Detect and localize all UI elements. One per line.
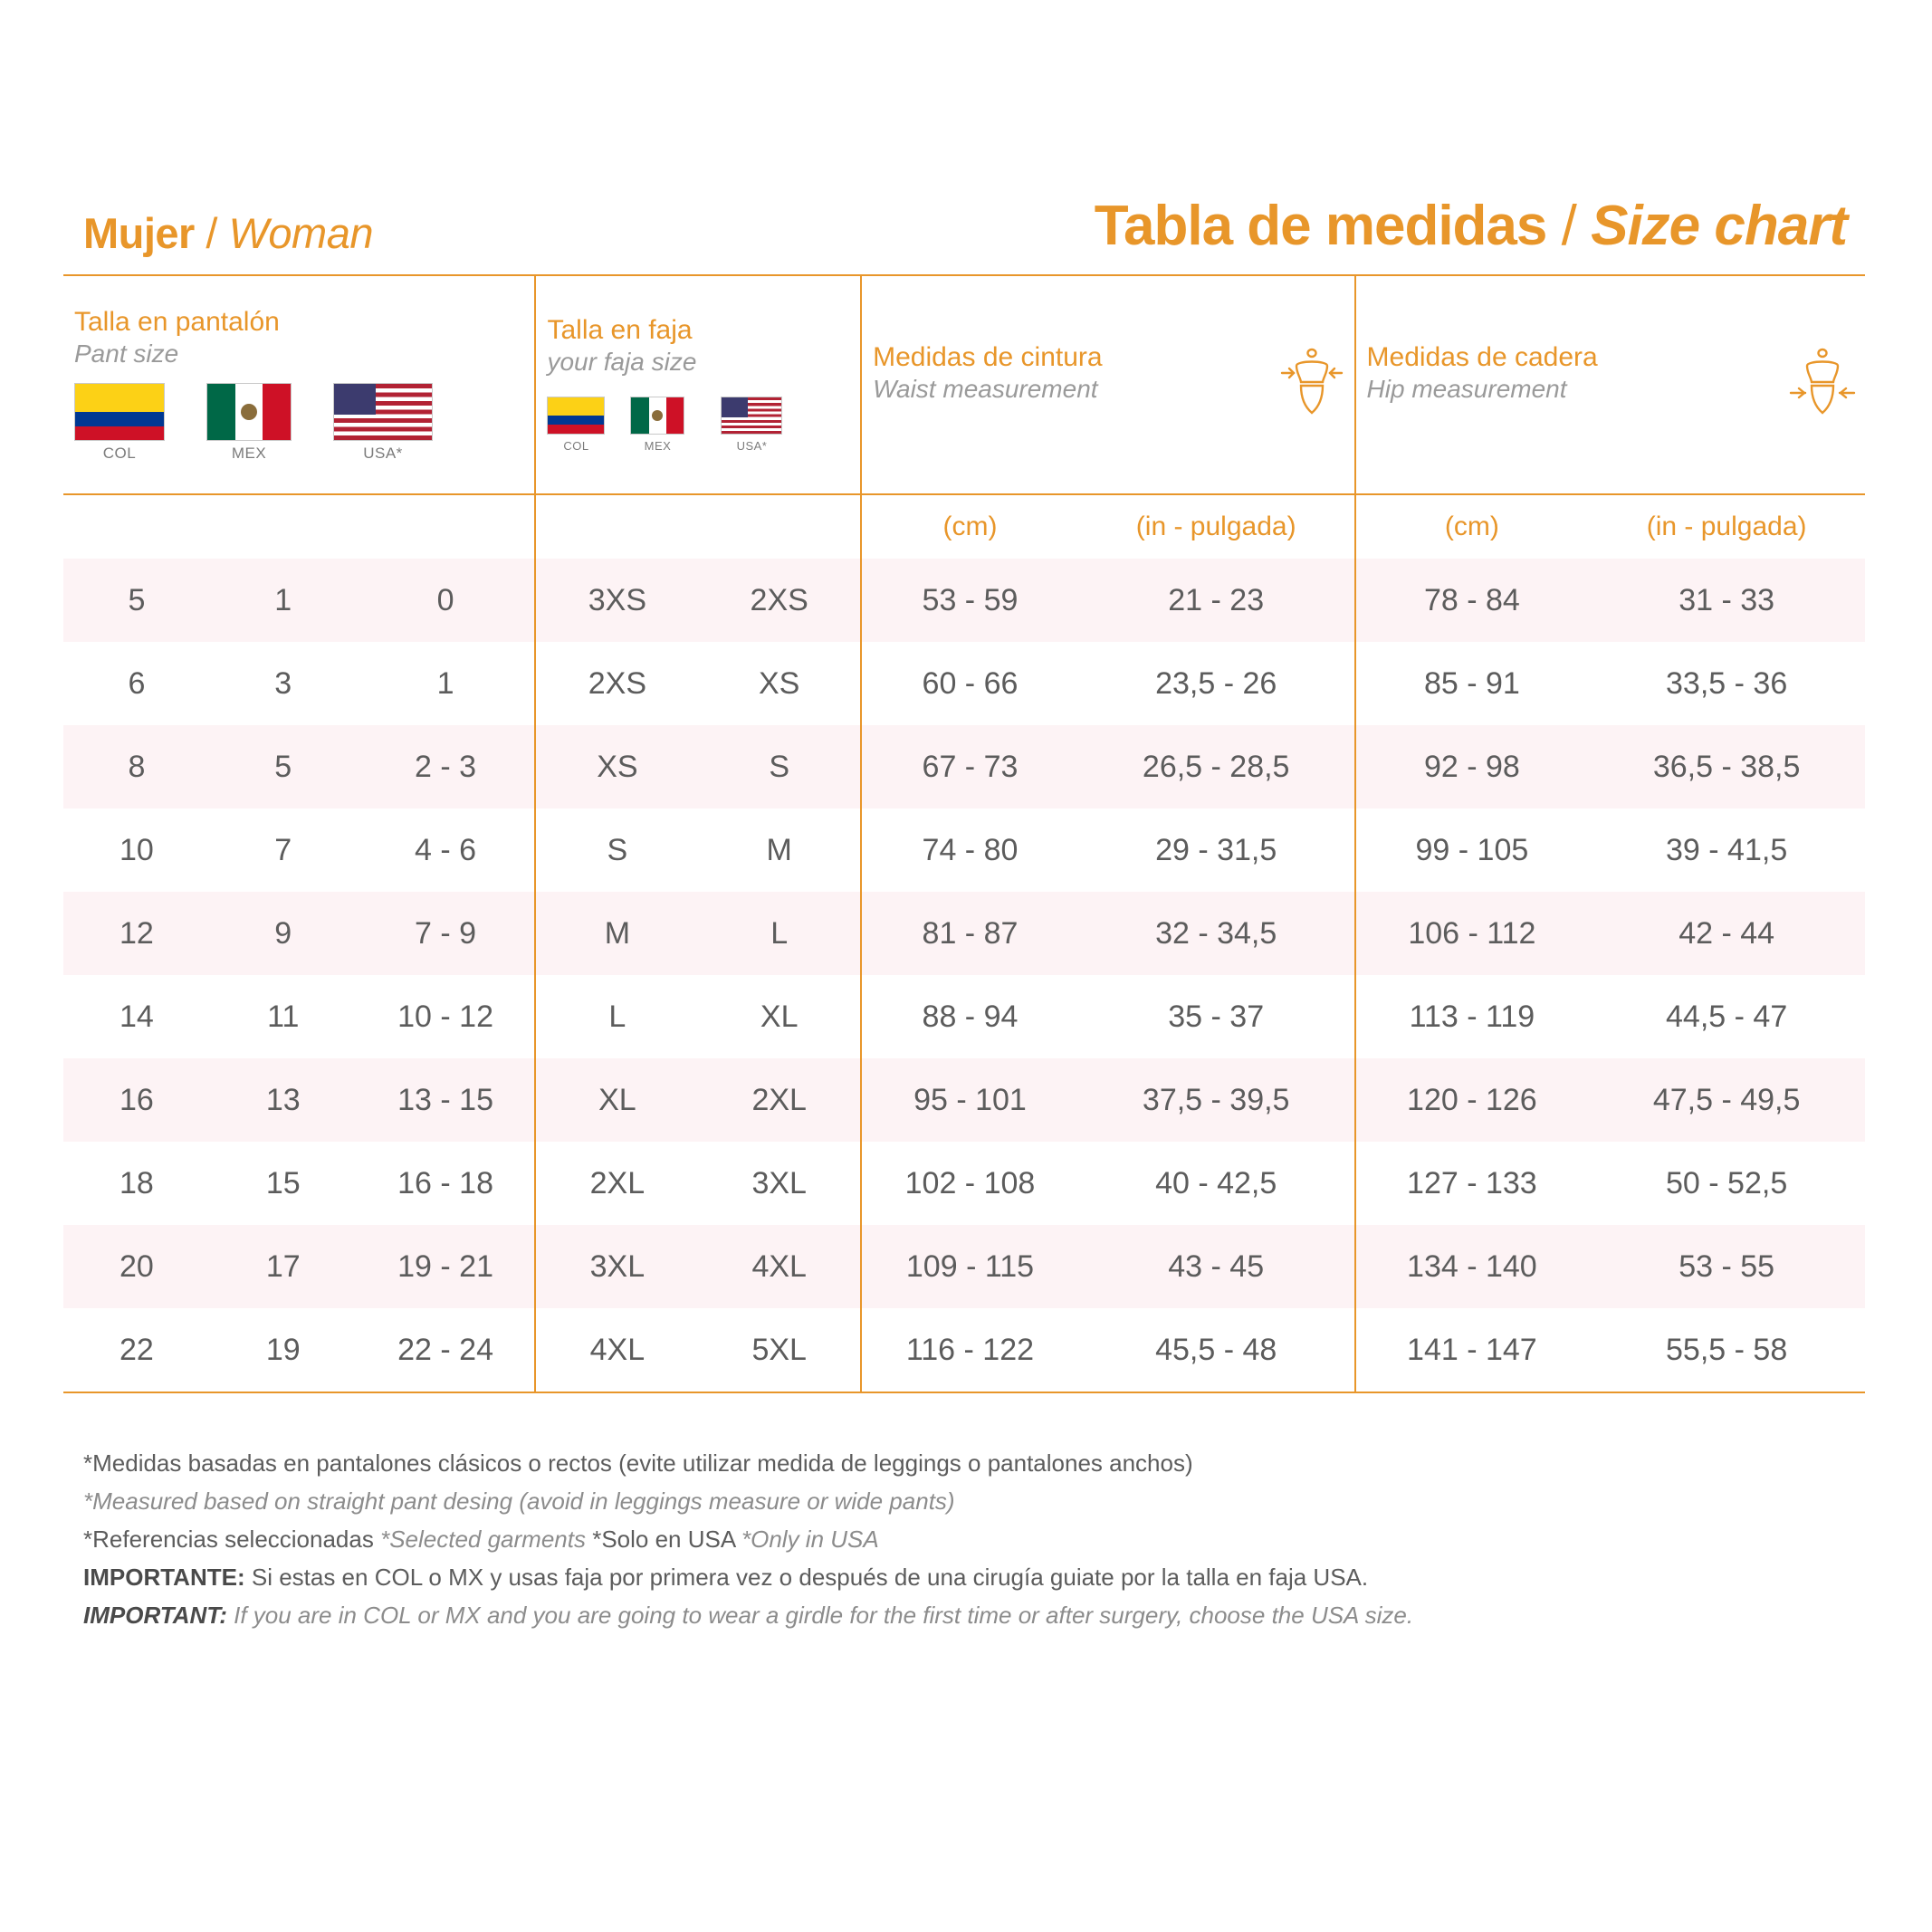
flag-item-mex — [630, 397, 684, 454]
table-row — [63, 642, 1865, 725]
group-header-pant-size — [63, 275, 535, 494]
cell-mex: 19 — [265, 1332, 301, 1367]
cell-faja-usa: XS — [759, 665, 800, 701]
cell-hip-cm: 92 - 98 — [1355, 725, 1589, 808]
cell-col: 10 — [120, 832, 154, 867]
mexico-flag-icon — [630, 397, 684, 435]
cell-usa: 10 - 12 — [397, 999, 493, 1034]
cell-waist-cm: 116 - 122 — [861, 1308, 1078, 1392]
group-title-es: Medidas de cintura — [873, 341, 1103, 372]
note-line-5 — [83, 1596, 1865, 1634]
cell-hip-in: 50 - 52,5 — [1666, 1165, 1788, 1200]
unit-hip-cm: (cm) — [1355, 494, 1589, 559]
cell-usa: 16 - 18 — [397, 1165, 493, 1200]
cell-faja-usa: M — [766, 832, 792, 867]
cell-usa: 7 - 9 — [357, 892, 536, 975]
cell-hip-cm: 127 - 133 — [1355, 1142, 1589, 1225]
cell-faja-colmex: S — [535, 808, 698, 892]
usa-flag-icon — [333, 383, 433, 441]
cell-faja-usa: 4XL — [698, 1225, 861, 1308]
cell-hip-in: 31 - 33 — [1588, 559, 1865, 642]
flag-row-pant — [63, 383, 534, 463]
cell-mex: 7 — [274, 832, 292, 867]
cell-hip-in: 44,5 - 47 — [1666, 999, 1788, 1034]
brand-label-es: Mujer — [83, 209, 195, 257]
table-row — [63, 808, 1865, 892]
flag-item-usa — [721, 397, 782, 454]
cell-waist-cm: 88 - 94 — [861, 975, 1078, 1058]
mexico-flag-icon — [206, 383, 292, 441]
table-body — [63, 494, 1865, 1392]
group-title-pant-size — [63, 307, 534, 369]
waist-figure-icon — [1273, 342, 1351, 428]
cell-faja-colmex: 2XL — [535, 1142, 698, 1225]
cell-faja-colmex: L — [535, 975, 698, 1058]
cell-col: 20 — [63, 1225, 210, 1308]
flag-label-mex: MEX — [644, 439, 672, 454]
cell-hip-cm: 85 - 91 — [1355, 642, 1589, 725]
cell-usa: 22 - 24 — [397, 1332, 493, 1367]
unit-row — [63, 494, 1865, 559]
cell-waist-in: 45,5 - 48 — [1155, 1332, 1277, 1367]
cell-mex: 13 — [210, 1058, 357, 1142]
cell-waist-cm: 102 - 108 — [861, 1142, 1078, 1225]
group-header-hip — [1355, 275, 1865, 494]
cell-hip-cm: 106 - 112 — [1355, 892, 1589, 975]
group-title-waist — [862, 342, 1353, 428]
flag-row-faja — [536, 397, 860, 454]
cell-waist-cm: 95 - 101 — [861, 1058, 1078, 1142]
cell-hip-cm: 141 - 147 — [1355, 1308, 1589, 1392]
cell-faja-usa: 3XL — [751, 1165, 807, 1200]
cell-col: 5 — [63, 559, 210, 642]
note-4-label: IMPORTANTE: — [83, 1564, 245, 1592]
table-row — [63, 892, 1865, 975]
cell-col: 22 — [120, 1332, 154, 1367]
notes-section — [63, 1444, 1865, 1635]
colombia-flag-icon — [74, 383, 165, 441]
flag-item-col — [74, 383, 165, 463]
table-row — [63, 725, 1865, 808]
cell-hip-cm: 99 - 105 — [1355, 808, 1589, 892]
cell-hip-cm: 113 - 119 — [1355, 975, 1589, 1058]
cell-hip-in: 42 - 44 — [1588, 892, 1865, 975]
cell-hip-in: 53 - 55 — [1588, 1225, 1865, 1308]
cell-col: 12 — [63, 892, 210, 975]
cell-col: 14 — [120, 999, 154, 1034]
cell-mex: 5 — [210, 725, 357, 808]
cell-hip-in: 36,5 - 38,5 — [1588, 725, 1865, 808]
flag-label-col: COL — [102, 445, 137, 463]
cell-mex: 3 — [274, 665, 292, 701]
cell-hip-in: 33,5 - 36 — [1666, 665, 1788, 701]
unit-hip-in: (in - pulgada) — [1646, 512, 1807, 541]
cell-faja-usa: 5XL — [751, 1332, 807, 1367]
cell-mex: 17 — [210, 1225, 357, 1308]
table-row — [63, 975, 1865, 1058]
cell-hip-in: 55,5 - 58 — [1666, 1332, 1788, 1367]
note-line-4 — [83, 1558, 1865, 1596]
cell-col: 6 — [128, 665, 146, 701]
unit-waist-in: (in - pulgada) — [1135, 512, 1296, 541]
cell-usa: 1 — [436, 665, 454, 701]
cell-faja-usa: 2XS — [698, 559, 861, 642]
cell-faja-colmex: XS — [535, 725, 698, 808]
group-header-faja-size — [535, 275, 861, 494]
cell-faja-colmex: M — [535, 892, 698, 975]
cell-hip-cm: 134 - 140 — [1355, 1225, 1589, 1308]
cell-hip-cm: 120 - 126 — [1355, 1058, 1589, 1142]
brand-label-en: Woman — [228, 209, 373, 257]
cell-faja-colmex: XL — [535, 1058, 698, 1142]
cell-faja-usa: L — [698, 892, 861, 975]
flag-label-col: COL — [563, 439, 589, 454]
cell-waist-cm: 74 - 80 — [861, 808, 1078, 892]
cell-mex: 15 — [265, 1165, 301, 1200]
cell-waist-in: 40 - 42,5 — [1155, 1165, 1277, 1200]
cell-waist-cm: 67 - 73 — [861, 725, 1078, 808]
group-title-faja-size — [536, 315, 860, 378]
note-3c: *Solo en USA — [592, 1526, 741, 1554]
group-title-en: Hip measurement — [1366, 375, 1567, 404]
flag-item-col — [547, 397, 605, 454]
flag-label-mex: MEX — [231, 445, 267, 463]
group-title-es: Talla en pantalón — [74, 306, 280, 337]
cell-mex: 9 — [210, 892, 357, 975]
cell-hip-in: 39 - 41,5 — [1666, 832, 1788, 867]
cell-usa: 2 - 3 — [357, 725, 536, 808]
flag-label-usa: USA* — [363, 445, 403, 463]
hip-figure-icon — [1784, 342, 1861, 428]
cell-usa: 4 - 6 — [415, 832, 477, 867]
cell-waist-cm: 81 - 87 — [861, 892, 1078, 975]
table-row — [63, 1225, 1865, 1308]
note-line-1: *Medidas basadas en pantalones clásicos o rectos (evite utilizar medida de leggings o pantalones anchos) — [83, 1449, 1193, 1477]
cell-waist-in: 29 - 31,5 — [1155, 832, 1277, 867]
group-title-es: Medidas de cadera — [1366, 341, 1598, 372]
cell-mex: 11 — [267, 999, 300, 1034]
brand-separator: / — [194, 209, 229, 257]
cell-faja-colmex: 3XL — [535, 1225, 698, 1308]
cell-faja-colmex: 4XL — [535, 1308, 698, 1392]
group-title-en: your faja size — [547, 348, 697, 377]
table-row — [63, 1308, 1865, 1392]
cell-waist-cm: 60 - 66 — [861, 642, 1078, 725]
page-subtitle — [83, 208, 373, 258]
cell-waist-in: 35 - 37 — [1168, 999, 1265, 1034]
cell-faja-colmex: 3XS — [535, 559, 698, 642]
flag-item-mex — [206, 383, 292, 463]
cell-waist-in: 32 - 34,5 — [1078, 892, 1355, 975]
size-chart-sheet — [63, 177, 1865, 1635]
cell-col: 8 — [63, 725, 210, 808]
table-row — [63, 1058, 1865, 1142]
cell-faja-usa: S — [698, 725, 861, 808]
cell-hip-cm: 78 - 84 — [1355, 559, 1589, 642]
note-5-label: IMPORTANT: — [83, 1602, 227, 1630]
cell-usa: 0 — [357, 559, 536, 642]
cell-waist-in: 21 - 23 — [1078, 559, 1355, 642]
cell-col: 18 — [120, 1165, 154, 1200]
colombia-flag-icon — [547, 397, 605, 435]
group-header-waist — [861, 275, 1354, 494]
note-line-3 — [83, 1520, 1865, 1558]
flag-item-usa — [333, 383, 433, 463]
page-title — [1095, 194, 1847, 258]
note-3d: *Only in USA — [741, 1526, 879, 1554]
cell-waist-in: 43 - 45 — [1078, 1225, 1355, 1308]
cell-usa: 19 - 21 — [357, 1225, 536, 1308]
cell-usa: 13 - 15 — [357, 1058, 536, 1142]
group-title-en: Pant size — [74, 340, 179, 368]
unit-waist-cm: (cm) — [861, 494, 1078, 559]
group-title-es: Talla en faja — [547, 314, 693, 345]
cell-waist-in: 23,5 - 26 — [1155, 665, 1277, 701]
page-title-en: Size chart — [1591, 195, 1847, 257]
note-4-text: Si estas en COL o MX y usas faja por primera vez o después de una cirugía guiate por la talla en faja USA. — [244, 1564, 1369, 1592]
note-3b: *Selected garments — [380, 1526, 593, 1554]
cell-faja-usa: XL — [760, 999, 799, 1034]
group-header-row — [63, 275, 1865, 494]
note-line-2: *Measured based on straight pant desing (avoid in leggings measure or wide pants) — [83, 1487, 955, 1516]
cell-waist-cm: 53 - 59 — [861, 559, 1078, 642]
cell-waist-in: 26,5 - 28,5 — [1078, 725, 1355, 808]
cell-waist-cm: 109 - 115 — [861, 1225, 1078, 1308]
table-head — [63, 275, 1865, 494]
page-title-es: Tabla de medidas — [1094, 195, 1547, 257]
note-5-text: If you are in COL or MX and you are going to wear a girdle for the first time or after surgery, choose the USA size. — [226, 1602, 1414, 1630]
cell-faja-usa: 2XL — [698, 1058, 861, 1142]
group-title-en: Waist measurement — [873, 375, 1098, 404]
cell-col: 16 — [63, 1058, 210, 1142]
flag-label-usa: USA* — [736, 439, 768, 454]
cell-faja-colmex: 2XS — [535, 642, 698, 725]
header — [63, 177, 1865, 258]
table-row — [63, 1142, 1865, 1225]
usa-flag-icon — [721, 397, 782, 435]
page-title-separator: / — [1546, 195, 1592, 257]
cell-waist-in: 37,5 - 39,5 — [1078, 1058, 1355, 1142]
cell-mex: 1 — [210, 559, 357, 642]
size-chart-table — [63, 274, 1865, 1393]
cell-hip-in: 47,5 - 49,5 — [1588, 1058, 1865, 1142]
note-3a: *Referencias seleccionadas — [83, 1526, 381, 1554]
group-title-hip — [1356, 342, 1865, 428]
table-row — [63, 559, 1865, 642]
